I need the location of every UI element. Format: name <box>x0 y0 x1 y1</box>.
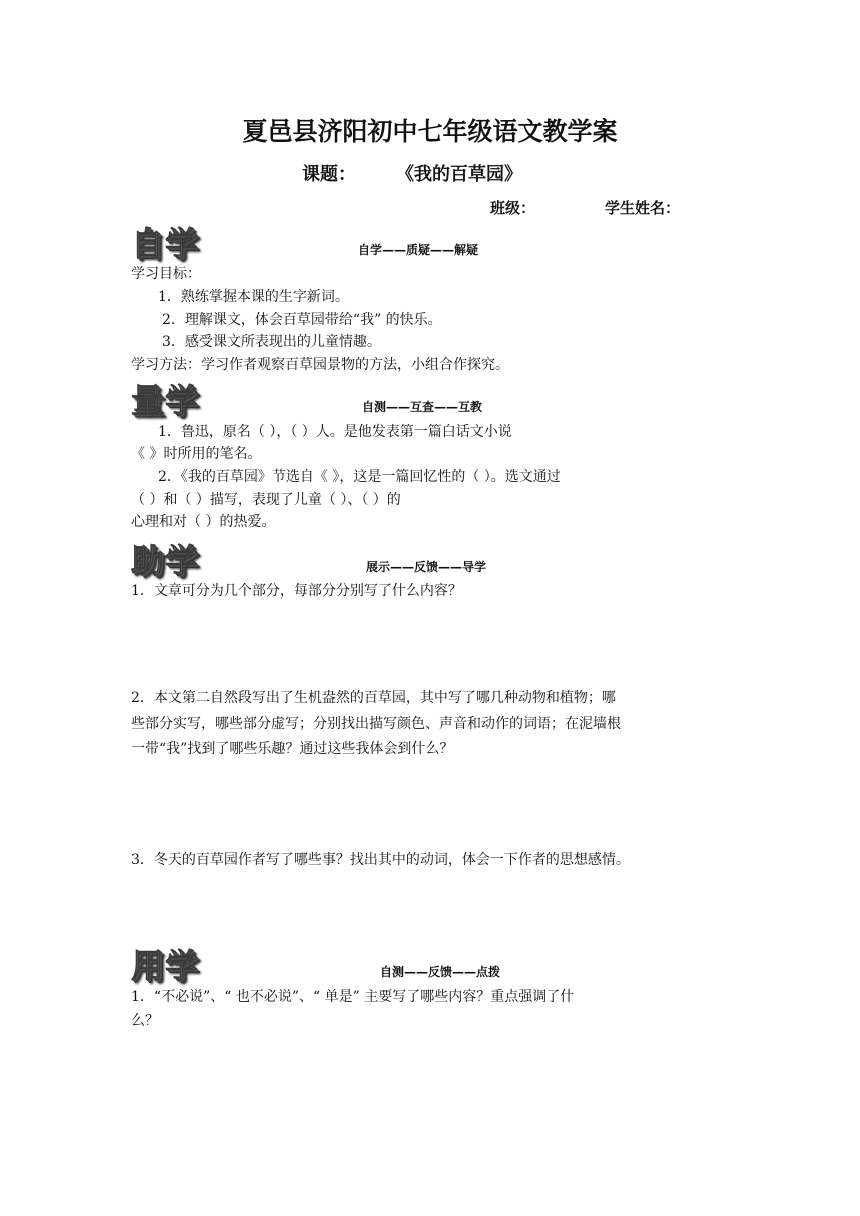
fill-in-question: 心理和对（ ）的热爱。 <box>131 514 276 530</box>
application-question: 么？ <box>131 1013 159 1029</box>
section-caption-yongxue: 自测——反馈——点拨 <box>380 965 501 979</box>
section-badge-liangxue: 量学 <box>131 381 199 420</box>
discussion-question: 2．本文第二自然段写出了生机盎然的百草园，其中写了哪几种动物和植物；哪 <box>131 690 616 706</box>
goal-item: 3．感受课文所表现出的儿童情趣。 <box>162 334 381 350</box>
fill-in-question: 2．《我的百草园》节选自《 》，这是一篇回忆性的（ ）。选文通过 <box>158 469 561 485</box>
learning-method: 学习方法：学习作者观察百草园景物的方法，小组合作探究。 <box>131 357 509 373</box>
student-info <box>490 197 680 218</box>
discussion-question: 1．文章可分为几个部分，每部分分别写了什么内容？ <box>131 583 462 599</box>
goal-item: 1．熟练掌握本课的生字新词。 <box>158 289 349 305</box>
section-caption-zhuxue: 展示——反馈——导学 <box>366 560 487 574</box>
section-badge-yongxue: 用学 <box>131 946 199 985</box>
class-label: 班级： <box>490 199 536 217</box>
lesson-topic <box>302 160 522 186</box>
discussion-question: 些部分实写，哪些部分虚写；分别找出描写颜色、声音和动作的词语；在泥墙根 <box>131 716 621 732</box>
discussion-question: 3．冬天的百草园作者写了哪些事？找出其中的动词，体会一下作者的思想感情。 <box>131 852 630 868</box>
student-name-label: 学生姓名： <box>605 199 681 217</box>
fill-in-question: （ ）和（ ）描写，表现了儿童（ ）、（ ）的 <box>131 492 401 508</box>
goals-label: 学习目标： <box>131 266 201 282</box>
fill-in-question: 《 》时所用的笔名。 <box>131 446 262 462</box>
topic-value: 《我的百草园》 <box>396 164 522 185</box>
section-caption-liangxue: 自测——互查——互教 <box>362 400 483 414</box>
section-caption-zixue: 自学——质疑——解疑 <box>358 243 479 257</box>
discussion-question: 一带“我”找到了哪些乐趣？通过这些我体会到什么？ <box>131 741 454 757</box>
section-badge-zhuxue: 助学 <box>131 541 199 580</box>
goal-item: 2．理解课文，体会百草园带给“我” 的快乐。 <box>162 312 442 328</box>
application-question: 1．“不必说”、“ 也不必说”、“ 单是” 主要写了哪些内容？重点强调了什 <box>131 989 575 1005</box>
fill-in-question: 1．鲁迅，原名（ ），（ ）人。是他发表第一篇白话文小说 <box>158 424 512 440</box>
section-badge-zixue: 自学 <box>131 224 199 263</box>
topic-label: 课题： <box>302 164 356 185</box>
page-title: 夏邑县济阳初中七年级语文教学案 <box>242 117 618 146</box>
